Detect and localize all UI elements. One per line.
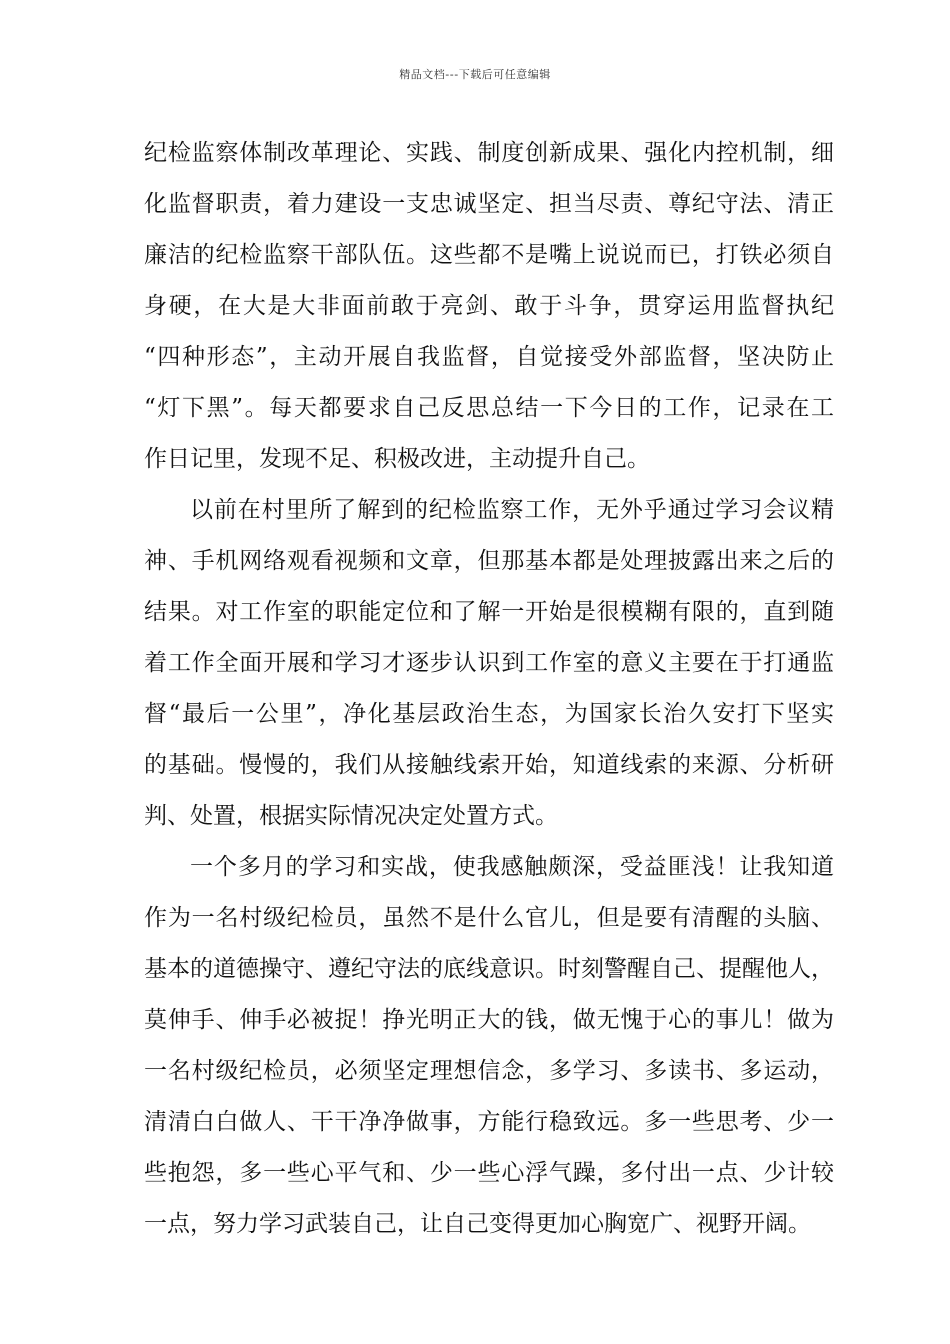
paragraph-3: [144, 842, 834, 1250]
text-line: “四种形态”，主动开展自我监督，自觉接受外部监督，坚决防止: [144, 344, 834, 370]
text-line: 基本的道德操守、遵纪守法的底线意识。时刻警醒自己、提醒他人，: [144, 956, 834, 982]
text-line: 纪检监察体制改革理论、实践、制度创新成果、强化内控机制，细: [144, 140, 834, 166]
text-line: 身硬，在大是大非面前敢于亮剑、敢于斗争，贯穿运用监督执纪: [144, 293, 834, 319]
text-line: 清清白白做人、干干净净做事，方能行稳致远。多一些思考、少一: [144, 1109, 834, 1135]
text-line: 作日记里，发现不足、积极改进，主动提升自己。: [144, 446, 650, 472]
text-line: 一个多月的学习和实战，使我感触颇深，受益匪浅！让我知道: [190, 854, 834, 880]
text-line: 着工作全面开展和学习才逐步认识到工作室的意义主要在于打通监: [144, 650, 834, 676]
text-line: 化监督职责，着力建设一支忠诚坚定、担当尽责、尊纪守法、清正: [144, 191, 834, 217]
document-body: [144, 128, 834, 1250]
text-line: 莫伸手、伸手必被捉！挣光明正大的钱，做无愧于心的事儿！做为: [144, 1007, 834, 1033]
text-line: 判、处置，根据实际情况决定处置方式。: [144, 803, 558, 829]
text-line: 的基础。慢慢的，我们从接触线索开始，知道线索的来源、分析研: [144, 752, 834, 778]
text-line: 结果。对工作室的职能定位和了解一开始是很模糊有限的，直到随: [144, 599, 834, 625]
text-line: 以前在村里所了解到的纪检监察工作，无外乎通过学习会议精: [190, 497, 834, 523]
text-line: 一名村级纪检员，必须坚定理想信念，多学习、多读书、多运动，: [144, 1058, 834, 1084]
text-line: “灯下黑”。每天都要求自己反思总结一下今日的工作，记录在工: [144, 395, 834, 421]
text-line: 一点，努力学习武装自己，让自己变得更加心胸宽广、视野开阔。: [144, 1211, 811, 1237]
text-line: 作为一名村级纪检员，虽然不是什么官儿，但是要有清醒的头脑、: [144, 905, 834, 931]
paragraph-2: [144, 485, 834, 842]
text-line: 廉洁的纪检监察干部队伍。这些都不是嘴上说说而已，打铁必须自: [144, 242, 834, 268]
text-line: 督“最后一公里”，净化基层政治生态，为国家长治久安打下坚实: [144, 701, 834, 727]
paragraph-1: [144, 128, 834, 485]
page-header: 精品文档---下载后可任意编辑: [399, 68, 551, 81]
text-line: 些抱怨，多一些心平气和、少一些心浮气躁，多付出一点、少计较: [144, 1160, 834, 1186]
text-line: 神、手机网络观看视频和文章，但那基本都是处理披露出来之后的: [144, 548, 834, 574]
